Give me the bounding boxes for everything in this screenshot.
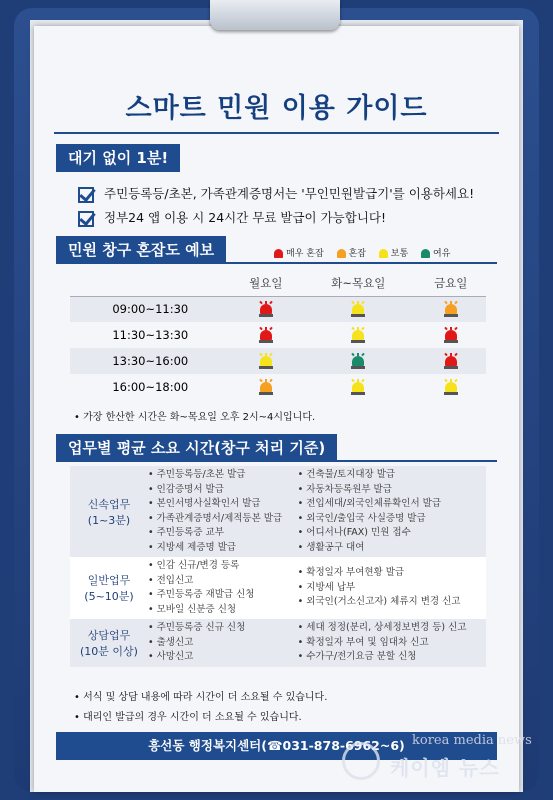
task-item: • 세대 정정(분리, 상세정보변경 등) 신고 <box>298 621 486 636</box>
task-category: 신속업무 (1~3분) <box>70 466 148 557</box>
siren-orange-icon <box>444 301 458 317</box>
task-row-consult <box>70 619 486 667</box>
time-column-header <box>70 270 231 296</box>
page-title: 스마트 민원 이용 가이드 <box>125 93 428 124</box>
congestion-cell <box>301 322 415 348</box>
congestion-cell <box>231 296 302 322</box>
siren-green-icon <box>421 249 430 258</box>
section2-divider <box>56 262 497 264</box>
task-item: • 자동차등록원부 발급 <box>298 483 486 498</box>
task-list-left <box>148 619 298 667</box>
section1-heading: 대기 없이 1분! <box>56 144 180 172</box>
task-time-table <box>70 466 486 667</box>
check-item-text: 주민등록등/초본, 가족관계증명서는 '무인민원발급기'를 이용하세요! <box>104 186 475 201</box>
siren-orange-icon <box>259 379 273 395</box>
task-category: 일반업무 (5~10분) <box>70 557 148 619</box>
legend-very-busy: 매우 혼잡 <box>274 249 324 259</box>
congestion-cell <box>301 296 415 322</box>
time-slot: 16:00~18:00 <box>112 380 189 394</box>
task-list-right <box>298 557 486 619</box>
task-item: • 출생신고 <box>148 636 298 651</box>
clipboard-clip <box>210 0 340 30</box>
task-item: • 주민등록증 교부 <box>148 526 298 541</box>
task-item: • 외국인/출입국 사실증명 발급 <box>298 512 486 527</box>
congestion-cell <box>301 374 415 400</box>
congestion-cell <box>415 322 486 348</box>
congestion-header-row <box>70 270 486 296</box>
task-item: • 주민등록증 신규 신청 <box>148 621 298 636</box>
congestion-cell <box>415 348 486 374</box>
task-list-left <box>148 557 298 619</box>
congestion-cell <box>231 374 302 400</box>
siren-yellow-icon <box>351 379 365 395</box>
siren-yellow-icon <box>444 379 458 395</box>
task-item: • 본인서명사실확인서 발급 <box>148 497 298 512</box>
task-list-right <box>298 619 486 667</box>
congestion-row <box>70 296 486 322</box>
task-item: • 외국인(거소신고자) 체류지 변경 신고 <box>298 595 486 610</box>
check-item-2 <box>78 208 386 227</box>
congestion-cell <box>231 322 302 348</box>
task-item: • 전입신고 <box>148 574 298 589</box>
siren-red-icon <box>444 353 458 369</box>
siren-orange-icon <box>337 249 346 258</box>
task-item: • 지방세 제증명 발급 <box>148 541 298 556</box>
paper-sheet <box>34 26 519 792</box>
task-row-general <box>70 557 486 619</box>
task-note-2: • 대리인 발급의 경우 시간이 더 소요될 수 있습니다. <box>74 712 302 723</box>
task-item: • 모바일 신분증 신청 <box>148 603 298 618</box>
task-item: • 주민등록증 재발급 신청 <box>148 588 298 603</box>
task-item: • 가족관계증명서/제적등본 발급 <box>148 512 298 527</box>
task-row-quick <box>70 466 486 557</box>
task-item: • 확정일자 부여현황 발급 <box>298 566 486 581</box>
task-list-left <box>148 466 298 557</box>
task-category: 상담업무 (10분 이상) <box>70 619 148 667</box>
congestion-note: • 가장 한산한 시간은 화~목요일 오후 2시~4시입니다. <box>74 412 316 423</box>
siren-red-icon <box>444 327 458 343</box>
time-slot: 09:00~11:30 <box>70 296 231 322</box>
congestion-cell <box>231 348 302 374</box>
siren-red-icon <box>274 249 283 258</box>
congestion-cell <box>415 296 486 322</box>
congestion-row <box>70 348 486 374</box>
siren-yellow-icon <box>351 301 365 317</box>
task-item: • 수가구/전기요금 분할 신청 <box>298 650 486 665</box>
congestion-row <box>70 374 486 400</box>
watermark-logo-icon <box>342 742 380 780</box>
congestion-legend <box>274 246 460 259</box>
congestion-row <box>70 322 486 348</box>
section3-heading: 업무별 평균 소요 시간(창구 처리 기준) <box>56 434 337 462</box>
siren-red-icon <box>259 327 273 343</box>
siren-green-icon <box>351 353 365 369</box>
congestion-cell <box>415 374 486 400</box>
checkbox-icon <box>78 187 94 203</box>
column-header: 화~목요일 <box>301 270 415 296</box>
time-slot: 11:30~13:30 <box>112 328 189 342</box>
task-list-right <box>298 466 486 557</box>
watermark-ko: 케이엠 뉴스 <box>390 756 500 780</box>
column-header: 월요일 <box>231 270 302 296</box>
task-item: • 생활공구 대여 <box>298 541 486 556</box>
legend-normal: 보통 <box>379 249 408 259</box>
congestion-table <box>70 270 486 400</box>
time-slot: 13:30~16:00 <box>70 348 231 374</box>
check-item-text: 정부24 앱 이용 시 24시간 무료 발급이 가능합니다! <box>104 210 386 225</box>
legend-busy: 혼잡 <box>337 249 366 259</box>
task-item: • 주민등록등/초본 발급 <box>148 468 298 483</box>
task-item: • 인감증명서 발급 <box>148 483 298 498</box>
contact-footer: 흥선동 행정복지센터(☎031-878-6962~6) <box>56 732 497 760</box>
siren-yellow-icon <box>351 327 365 343</box>
checkbox-icon <box>78 211 94 227</box>
task-item: • 어디서나(FAX) 민원 접수 <box>298 526 486 541</box>
task-item: • 사망신고 <box>148 650 298 665</box>
legend-relaxed: 여유 <box>421 249 450 259</box>
siren-yellow-icon <box>259 353 273 369</box>
section2-heading: 민원 창구 혼잡도 예보 <box>56 236 226 264</box>
task-item: • 지방세 납부 <box>298 581 486 596</box>
title-divider <box>54 132 499 134</box>
task-item: • 전입세대/외국인체류확인서 발급 <box>298 497 486 512</box>
watermark-en: korea media news <box>412 733 532 748</box>
siren-yellow-icon <box>379 249 388 258</box>
check-item-1 <box>78 184 474 203</box>
section3-divider <box>56 460 497 462</box>
siren-red-icon <box>259 301 273 317</box>
congestion-cell <box>301 348 415 374</box>
column-header: 금요일 <box>415 270 486 296</box>
task-item: • 건축물/토지대장 발급 <box>298 468 486 483</box>
task-item: • 확정일자 부여 및 임대차 신고 <box>298 636 486 651</box>
task-item: • 인감 신규/변경 등록 <box>148 559 298 574</box>
task-note-1: • 서식 및 상담 내용에 따라 시간이 더 소요될 수 있습니다. <box>74 692 328 703</box>
